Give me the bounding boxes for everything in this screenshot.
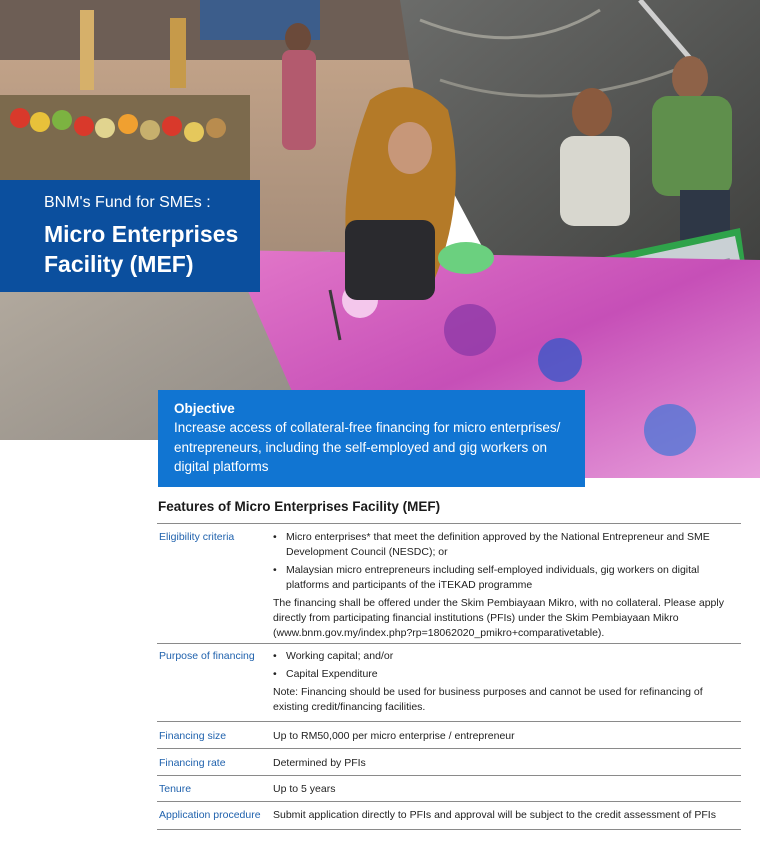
- objective-heading: Objective: [174, 401, 235, 416]
- features-title: Features of Micro Enterprises Facility (MEF): [158, 499, 441, 514]
- table-divider: [157, 523, 741, 524]
- hero-title: [44, 219, 260, 279]
- row-label-financing-rate: Financing rate: [159, 757, 226, 769]
- purpose-bullet-2: • Capital Expenditure: [273, 667, 739, 682]
- objective-box: [158, 390, 585, 487]
- hero-title-line-2: Facility (MEF): [44, 251, 194, 277]
- table-divider: [157, 643, 741, 644]
- table-divider: [157, 721, 741, 722]
- objective-text: Increase access of collateral-free financing for micro enterprises/ entrepreneurs, including the self-employed and gig workers on digital platforms: [174, 420, 561, 474]
- eligibility-bullet-2: • Malaysian micro entrepreneurs including self-employed individuals, gig workers on digital platforms and participants of the iTEKAD programme: [273, 563, 739, 593]
- table-divider: [157, 775, 741, 776]
- row-label-tenure: Tenure: [159, 783, 192, 795]
- row-value-application-procedure: Submit application directly to PFIs and approval will be subject to the credit assessment of PFIs: [273, 809, 716, 821]
- eligibility-bullet-1: • Micro enterprises* that meet the definition approved by the National Entrepreneur and SME Development Council (NESDC); or: [273, 530, 739, 560]
- table-divider: [157, 829, 741, 830]
- purpose-note: Note: Financing should be used for business purposes and cannot be used for refinancing of existing credit/financing facilities.: [273, 686, 703, 713]
- hero-title-box: [0, 180, 260, 292]
- row-value-tenure: Up to 5 years: [273, 783, 336, 795]
- eligibility-note: The financing shall be offered under the Skim Pembiayaan Mikro, with no collateral. Please apply directly from participating financial institutions (PFIs) under the Skim Pembiayaan Mikro (www.bnm.gov.my/index.php?rp=18062020_pmikro+comparativetable).: [273, 597, 724, 639]
- row-label-financing-size: Financing size: [159, 730, 227, 742]
- row-label-application-procedure: Application procedure: [159, 809, 261, 821]
- hero-title-line-1: Micro Enterprises: [44, 221, 239, 247]
- row-label-purpose: Purpose of financing: [159, 650, 255, 662]
- table-divider: [157, 801, 741, 802]
- row-value-financing-rate: Determined by PFIs: [273, 757, 366, 769]
- hero-title-prefix: BNM's Fund for SMEs :: [44, 194, 211, 211]
- table-divider: [157, 748, 741, 749]
- row-value-financing-size: Up to RM50,000 per micro enterprise / entrepreneur: [273, 730, 515, 742]
- purpose-bullet-1: • Working capital; and/or: [273, 649, 739, 664]
- row-value-eligibility: [273, 530, 739, 641]
- row-label-eligibility: Eligibility criteria: [159, 531, 235, 543]
- row-value-purpose: [273, 649, 739, 715]
